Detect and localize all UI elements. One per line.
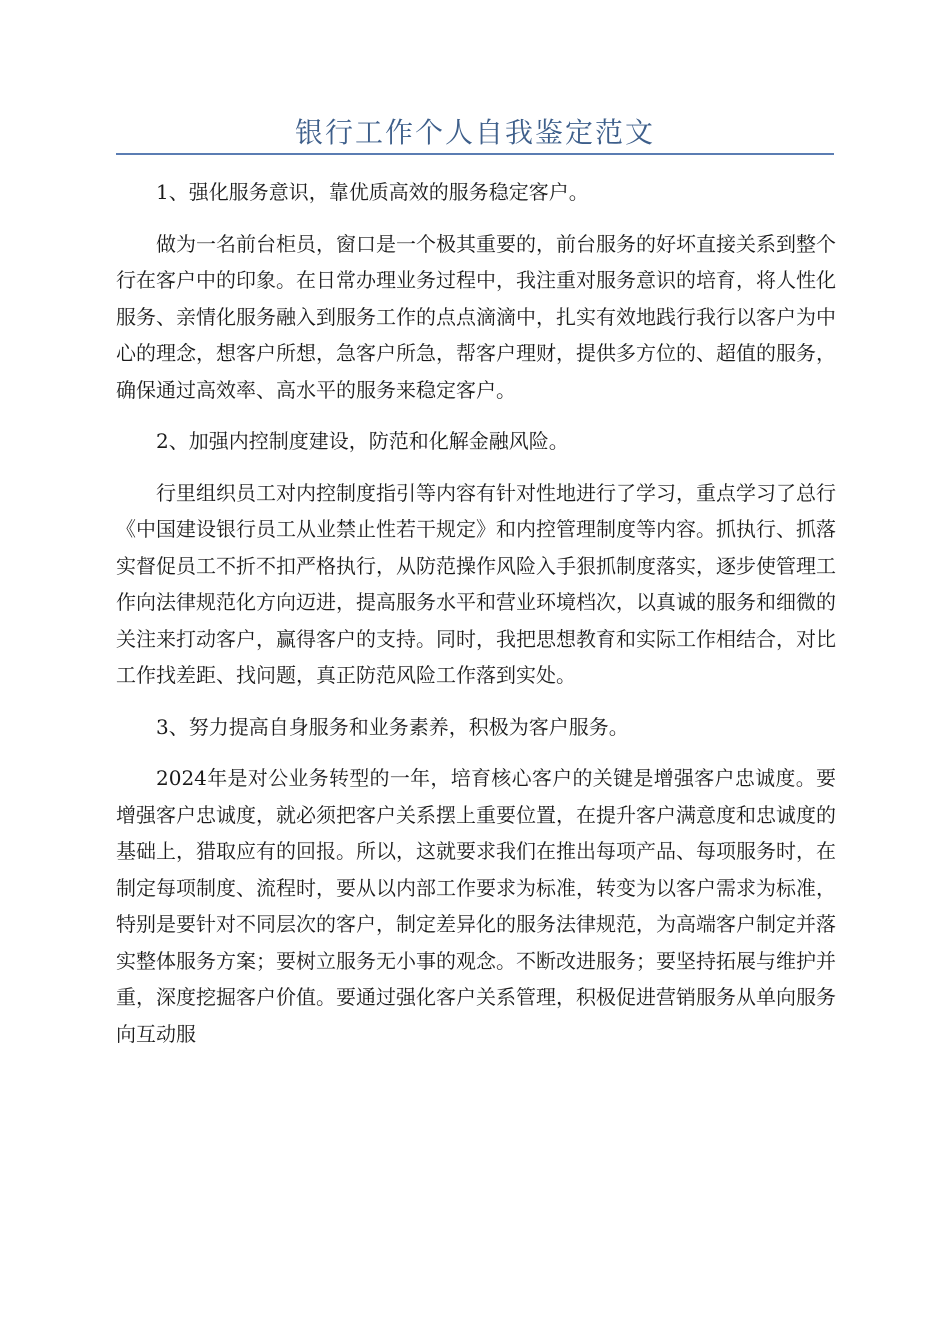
body-paragraph-2: 行里组织员工对内控制度指引等内容有针对性地进行了学习，重点学习了总行《中国建设银行员工从业禁止性若干规定》和内控管理制度等内容。抓执行、抓落实督促员工不折不扣严格执行，从防范操作风险入手狠抓制度落实，逐步使管理工作向法律规范化方向迈进，提高服务水平和营业环境档次，以真诚的服务和细微的关注来打动客户，赢得客户的支持。同时，我把思想教育和实际工作相结合，对比工作找差距、找问题，真正防范风险工作落到实处。 xyxy=(116,480,836,687)
section-heading-2: 2、加强内控制度建设，防范和化解金融风险。 xyxy=(156,429,569,453)
body-paragraph-1: 做为一名前台柜员，窗口是一个极其重要的，前台服务的好坏直接关系到整个行在客户中的印象。在日常办理业务过程中，我注重对服务意识的培育，将人性化服务、亲情化服务融入到服务工作的点点滴滴中，扎实有效地践行我行以客户为中心的理念，想客户所想，急客户所急，帮客户理财，提供多方位的、超值的服务，确保通过高效率、高水平的服务来稳定客户。 xyxy=(116,231,836,402)
section-heading-1: 1、强化服务意识，靠优质高效的服务稳定客户。 xyxy=(156,180,589,204)
document-title: 银行工作个人自我鉴定范文 xyxy=(294,116,655,149)
section-heading-3: 3、努力提高自身服务和业务素养，积极为客户服务。 xyxy=(156,714,629,739)
title-underline xyxy=(116,153,834,155)
body-paragraph-3: 2024年是对公业务转型的一年，培育核心客户的关键是增强客户忠诚度。要增强客户忠诚度，就必须把客户关系摆上重要位置，在提升客户满意度和忠诚度的基础上，猎取应有的回报。所以，这就要求我们在推出每项产品、每项服务时，在制定每项制度、流程时，要从以内部工作要求为标准，转变为以客户需求为标准，特别是要针对不同层次的客户，制定差异化的服务法律规范，为高端客户制定并落实整体服务方案；要树立服务无小事的观念。不断改进服务；要坚持拓展与维护并重，深度挖掘客户价值。要通过强化客户关系管理，积极促进营销服务从单向服务向互动服 xyxy=(116,766,836,1046)
document-body xyxy=(116,174,836,1067)
